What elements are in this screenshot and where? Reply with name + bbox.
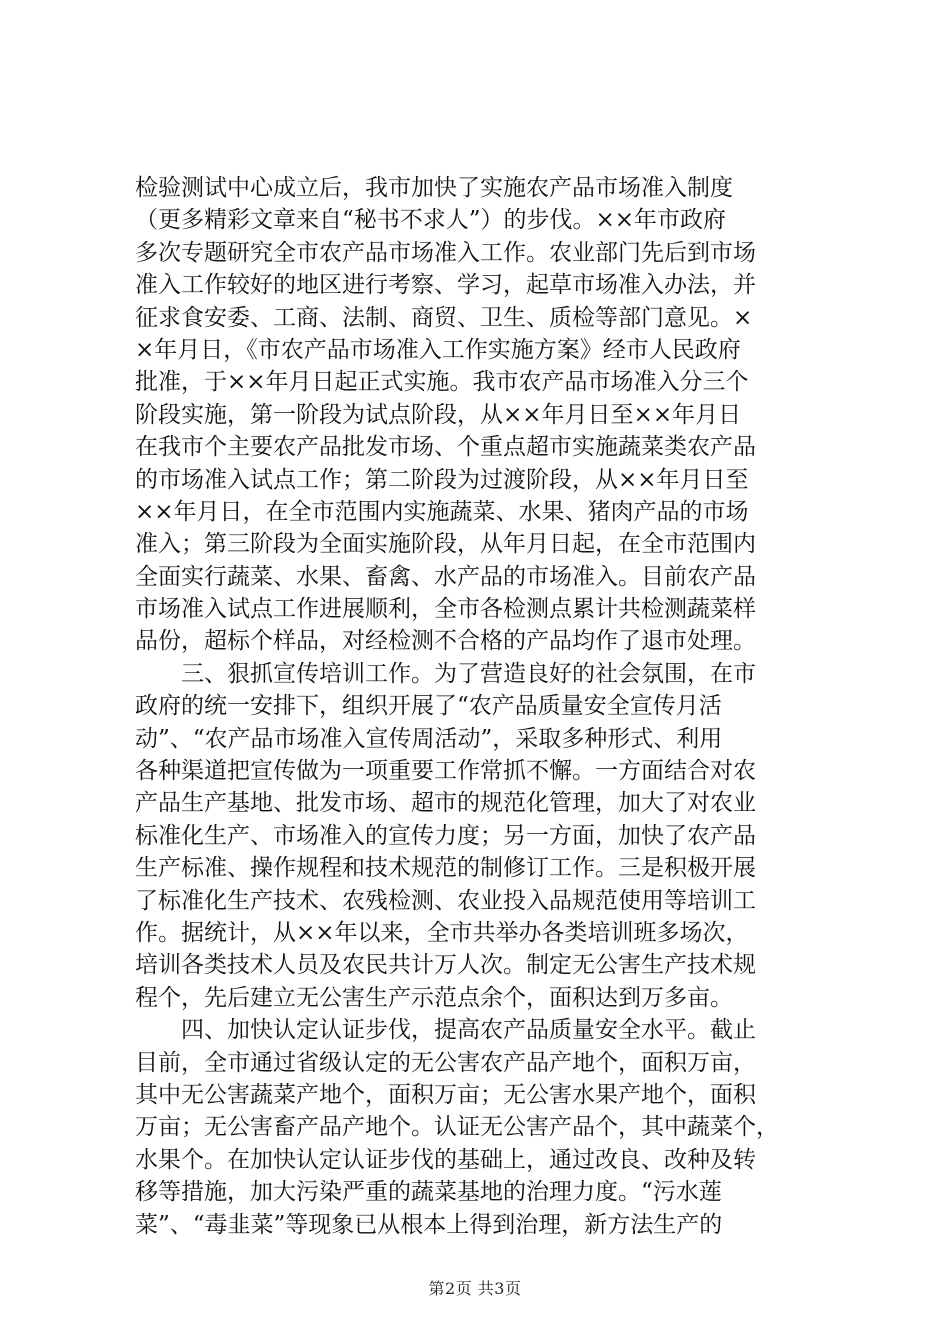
text-line: 其中无公害蔬菜产地个，面积万亩；无公害水果产地个，面积 [135,1081,756,1108]
text-line: 程个，先后建立无公害生产示范点余个，面积达到万多亩。 [135,984,733,1011]
text-line: 菜”、“毒韭菜”等现象已从根本上得到治理，新方法生产的 [135,1211,723,1238]
text-line: ×年月日，《市农产品市场准入工作实施方案》经市人民政府 [135,336,741,363]
text-line: 在我市个主要农产品批发市场、个重点超市实施蔬菜类农产品 [135,434,756,461]
text-line: 动”、“农产品市场准入宣传周活动”，采取多种形式、利用 [135,725,723,752]
text-line: 准入工作较好的地区进行考察、学习，起草市场准入办法，并 [135,272,756,299]
text-line: 征求食安委、工商、法制、商贸、卫生、质检等部门意见。× [135,304,753,331]
text-line: 生产标准、操作规程和技术规范的制修订工作。三是积极开展 [135,855,756,882]
text-line: 移等措施，加大污染严重的蔬菜基地的治理力度。“污水莲 [135,1179,722,1206]
text-line: 阶段实施，第一阶段为试点阶段，从××年月日至××年月日 [135,401,742,428]
page-footer: 第2页 共3页 [428,1279,522,1298]
text-line: 培训各类技术人员及农民共计万人次。制定无公害生产技术规 [135,952,756,979]
text-line: 的市场准入试点工作；第二阶段为过渡阶段，从××年月日至 [135,466,749,493]
text-line: 多次专题研究全市农产品市场准入工作。农业部门先后到市场 [135,239,756,266]
text-line: 目前，全市通过省级认定的无公害农产品产地个，面积万亩， [135,1049,756,1076]
text-line: 标准化生产、市场准入的宣传力度；另一方面，加快了农产品 [135,822,756,849]
text-line: （更多精彩文章来自“秘书不求人”）的步伐。××年市政府 [135,207,727,234]
text-line: 市场准入试点工作进展顺利，全市各检测点累计共检测蔬菜样 [135,596,756,623]
text-line: 检验测试中心成立后，我市加快了实施农产品市场准入制度 [135,175,733,201]
body-text [135,172,835,1241]
text-line: 万亩；无公害畜产品产地个。认证无公害产品个，其中蔬菜个， [135,1114,779,1141]
text-line: 作。据统计，从××年以来，全市共举办各类培训班多场次， [135,919,749,946]
text-line: ××年月日，在全市范围内实施蔬菜、水果、猪肉产品的市场 [135,498,749,525]
text-line: 批准，于××年月日起正式实施。我市农产品市场准入分三个 [135,369,749,396]
text-line: 品份，超标个样品，对经检测不合格的产品均作了退市处理。 [135,628,756,655]
text-line: 各种渠道把宣传做为一项重要工作常抓不懈。一方面结合对农 [135,758,756,785]
text-line: 政府的统一安排下，组织开展了“农产品质量安全宣传月活 [135,693,722,720]
text-line: 产品生产基地、批发市场、超市的规范化管理，加大了对农业 [135,790,756,817]
text-line: 三、狠抓宣传培训工作。为了营造良好的社会氛围，在市 [135,660,756,687]
text-line: 了标准化生产技术、农残检测、农业投入品规范使用等培训工 [135,887,756,914]
text-line: 水果个。在加快认定认证步伐的基础上，通过改良、改种及转 [135,1146,756,1173]
text-line: 四、加快认定认证步伐，提高农产品质量安全水平。截止 [135,1017,756,1044]
text-line: 准入；第三阶段为全面实施阶段，从年月日起，在全市范围内 [135,531,756,558]
text-line: 全面实行蔬菜、水果、畜禽、水产品的市场准入。目前农产品 [135,563,756,590]
